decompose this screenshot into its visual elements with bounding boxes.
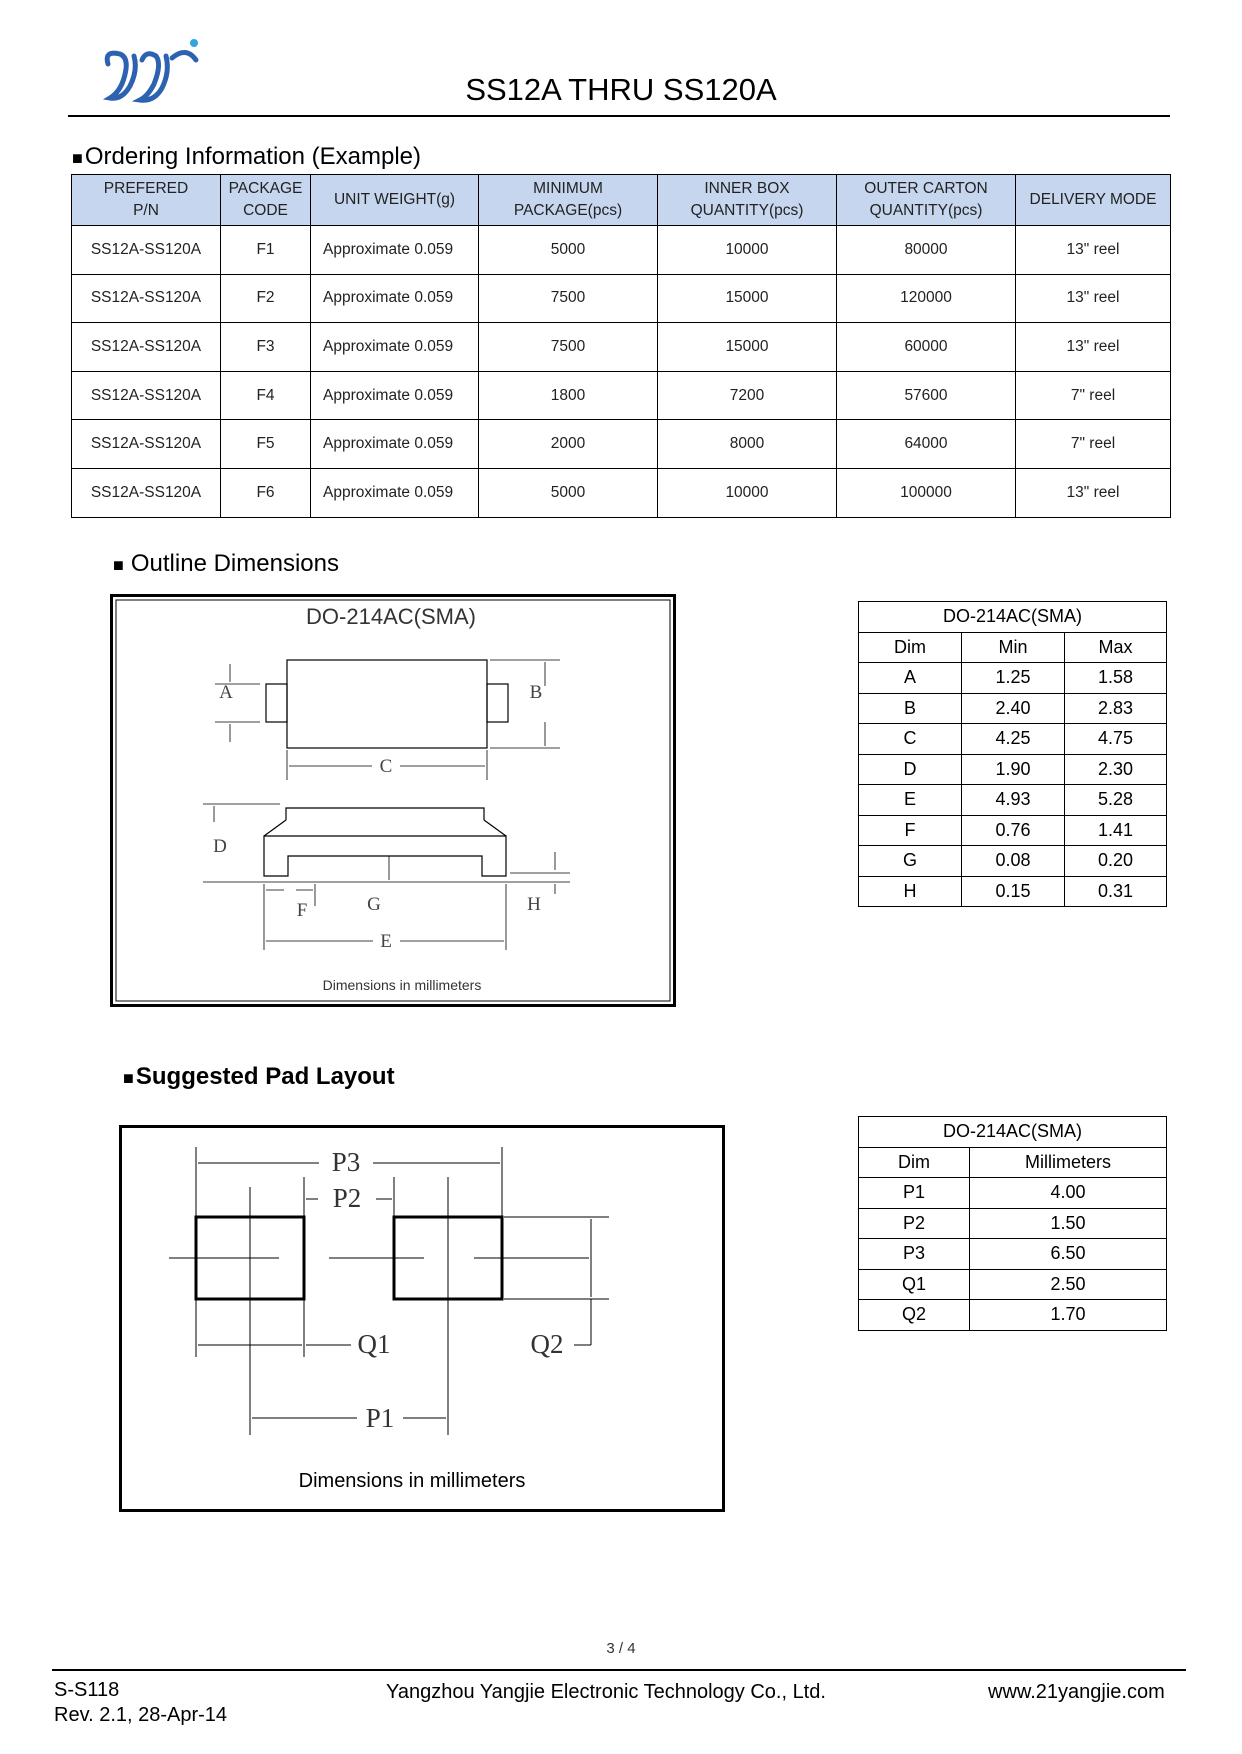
column-header: MINIMUM PACKAGE(pcs) [479,175,658,226]
min-package-cell: 5000 [479,468,658,517]
part-number-cell: SS12A-SS120A [72,323,221,372]
package-code-cell: F2 [221,274,311,323]
outline-title-text: Outline Dimensions [130,550,339,577]
outer-carton-cell: 57600 [837,371,1016,420]
table-row [72,226,1171,275]
pad-title-text: Suggested Pad Layout [135,1063,395,1090]
ordering-table [71,174,1171,518]
table-row [72,420,1171,469]
ordering-header-row [72,175,1171,226]
column-header: Max [1065,632,1167,663]
dim-label-g: G [367,894,381,915]
dim-label-e: E [380,931,392,952]
column-header: Millimeters [970,1147,1167,1178]
dim-label-b: B [529,682,543,703]
table-header-row [859,632,1167,663]
delivery-mode-cell: 7" reel [1016,371,1171,420]
column-header: DELIVERY MODE [1016,175,1171,226]
table-row [72,323,1171,372]
dim-label-d: D [213,836,227,857]
outline-frame [112,596,675,1006]
square-bullet-icon: ■ [113,555,129,575]
table-row: A 1.25 1.58 [859,663,1167,694]
column-header: UNIT WEIGHT(g) [311,175,479,226]
side-view [203,804,570,950]
column-header: OUTER CARTON QUANTITY(pcs) [837,175,1016,226]
dim-label-h: H [527,894,541,915]
table-row [72,371,1171,420]
table-row: P3 6.50 [859,1239,1167,1270]
dim-label-a: A [219,682,233,703]
column-header: INNER BOX QUANTITY(pcs) [658,175,837,226]
min-package-cell: 2000 [479,420,658,469]
unit-weight-cell: Approximate 0.059 [311,371,479,420]
table-row: D 1.90 2.30 [859,754,1167,785]
min-package-cell: 5000 [479,226,658,275]
inner-box-cell: 15000 [658,274,837,323]
table-title: DO-214AC(SMA) [859,602,1167,633]
document-title: SS12A THRU SS120A [465,72,777,107]
table-row: G 0.08 0.20 [859,846,1167,877]
ordering-title-text: Ordering Information (Example) [84,143,422,170]
unit-weight-cell: Approximate 0.059 [311,468,479,517]
header-divider [68,115,1170,117]
outline-caption: Dimensions in millimeters [322,977,482,993]
column-header: PREFERED P/N [72,175,221,226]
part-number-cell: SS12A-SS120A [72,420,221,469]
column-header: Dim [859,632,962,663]
pad-section-title [123,1063,395,1091]
column-header: Dim [859,1147,970,1178]
outer-carton-cell: 80000 [837,226,1016,275]
column-header: Min [962,632,1065,663]
outer-carton-cell: 120000 [837,274,1016,323]
table-row: P2 1.50 [859,1208,1167,1239]
part-number-cell: SS12A-SS120A [72,274,221,323]
outline-drawing [110,594,676,1007]
inner-box-cell: 10000 [658,226,837,275]
package-code-cell: F3 [221,323,311,372]
pad-label-p2: P2 [332,1183,362,1213]
outer-carton-cell: 64000 [837,420,1016,469]
package-code-cell: F1 [221,226,311,275]
table-row: B 2.40 2.83 [859,693,1167,724]
min-package-cell: 7500 [479,274,658,323]
part-number-cell: SS12A-SS120A [72,371,221,420]
inner-box-cell: 15000 [658,323,837,372]
package-code-cell: F5 [221,420,311,469]
min-package-cell: 7500 [479,323,658,372]
outer-carton-cell: 60000 [837,323,1016,372]
table-row [72,274,1171,323]
inner-box-cell: 8000 [658,420,837,469]
revision: Rev. 2.1, 28-Apr-14 [54,1704,228,1726]
part-number-cell: SS12A-SS120A [72,468,221,517]
table-title: DO-214AC(SMA) [859,1117,1167,1148]
pad-drawing [119,1125,726,1513]
table-row: H 0.15 0.31 [859,876,1167,907]
table-header-row [859,1147,1167,1178]
delivery-mode-cell: 13" reel [1016,274,1171,323]
square-bullet-icon: ■ [72,148,83,168]
table-row [72,468,1171,517]
delivery-mode-cell: 13" reel [1016,468,1171,517]
pad-label-q1: Q1 [357,1329,391,1359]
footer-divider [52,1669,1186,1671]
page-number: 3 / 4 [606,1640,636,1657]
outline-section-title [113,550,339,578]
outline-dim-table [858,601,1167,907]
company-name: Yangzhou Yangjie Electronic Technology Co., Ltd. [386,1681,826,1703]
unit-weight-cell: Approximate 0.059 [311,323,479,372]
square-bullet-icon: ■ [123,1068,134,1088]
table-row: Q1 2.50 [859,1269,1167,1300]
pad-label-p3: P3 [331,1147,361,1177]
pad-dim-table [858,1116,1167,1331]
outer-carton-cell: 100000 [837,468,1016,517]
table-row: F 0.76 1.41 [859,815,1167,846]
inner-box-cell: 10000 [658,468,837,517]
min-package-cell: 1800 [479,371,658,420]
table-row: E 4.93 5.28 [859,785,1167,816]
website: www.21yangjie.com [988,1681,1165,1703]
package-code-cell: F4 [221,371,311,420]
unit-weight-cell: Approximate 0.059 [311,274,479,323]
delivery-mode-cell: 7" reel [1016,420,1171,469]
table-row: P1 4.00 [859,1178,1167,1209]
drawing-title: DO-214AC(SMA) [306,604,476,629]
table-row: C 4.25 4.75 [859,724,1167,755]
package-code-cell: F6 [221,468,311,517]
column-header: PACKAGE CODE [221,175,311,226]
pad-label-q2: Q2 [530,1329,564,1359]
delivery-mode-cell: 13" reel [1016,226,1171,275]
dim-label-f: F [296,900,308,921]
unit-weight-cell: Approximate 0.059 [311,226,479,275]
part-number-cell: SS12A-SS120A [72,226,221,275]
inner-box-cell: 7200 [658,371,837,420]
pad-frame [121,1127,724,1511]
delivery-mode-cell: 13" reel [1016,323,1171,372]
table-row: Q2 1.70 [859,1300,1167,1331]
dim-label-c: C [379,756,393,777]
unit-weight-cell: Approximate 0.059 [311,420,479,469]
ordering-section-title [72,143,421,171]
pad-caption: Dimensions in millimeters [298,1470,526,1492]
pad-label-p1: P1 [365,1403,395,1433]
doc-id: S-S118 [54,1679,120,1701]
